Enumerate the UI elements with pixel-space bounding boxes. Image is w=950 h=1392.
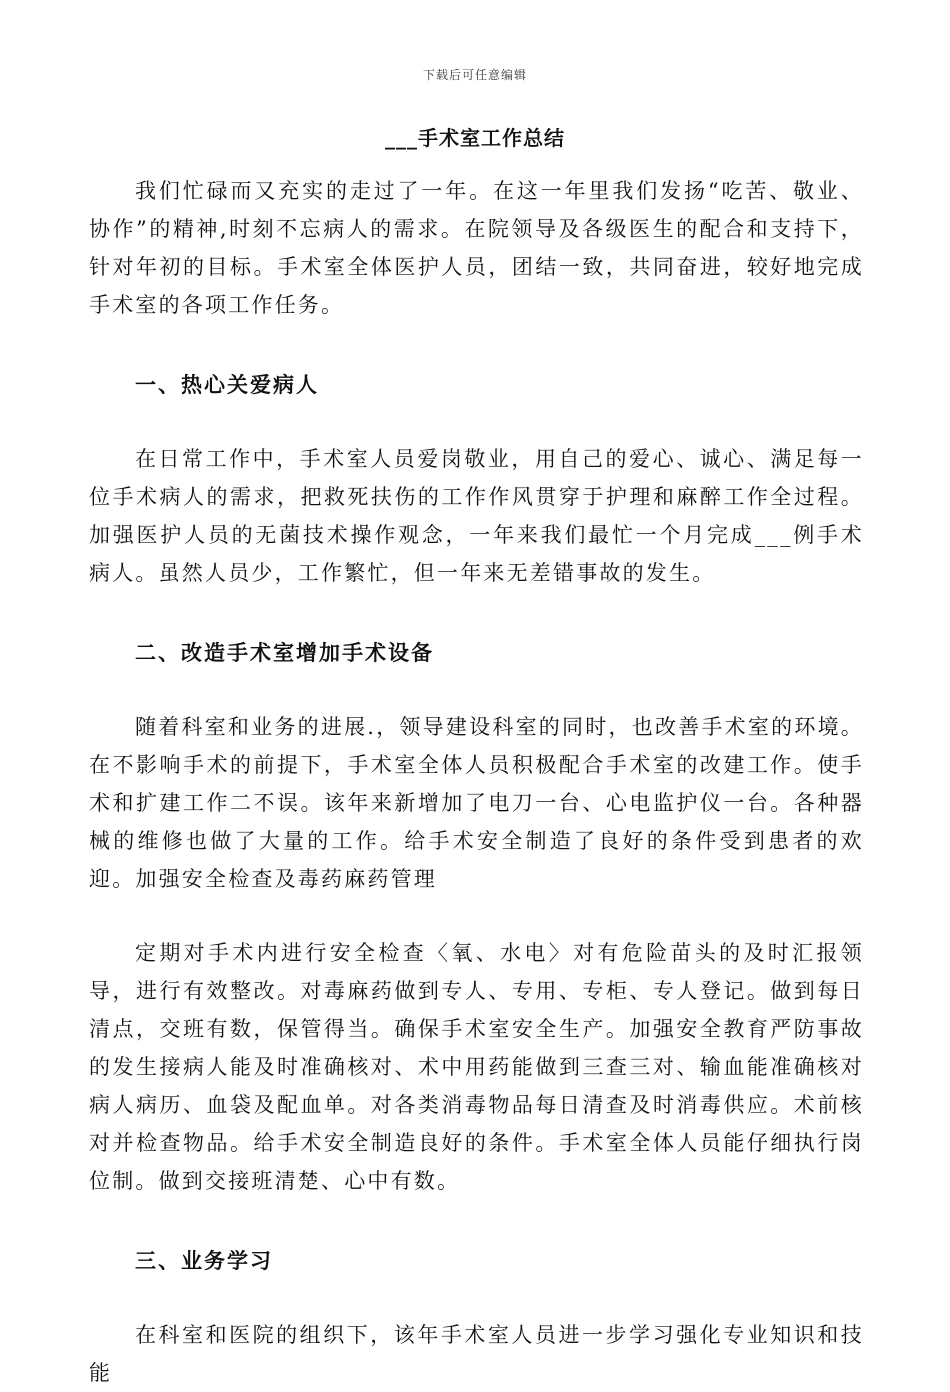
section-2-paragraph-1: 随着科室和业务的进展.，领导建设科室的同时，也改善手术室的环境。在不影响手术的前提下，手术室全体人员积极配合手术室的改建工作。使手术和扩建工作二不误。该年来新增加了电刀一台、心电监护仪一台。各种器械的维修也做了大量的工作。给手术安全制造了良好的条件受到患者的欢迎。加强安全检查及毒药麻药管理: [89, 715, 864, 891]
spacer: [89, 404, 864, 440]
section-2-paragraph-2: 定期对手术内进行安全检查〈氧、水电〉对有危险苗头的及时汇报领导，进行有效整改。对毒麻药做到专人、专用、专柜、专人登记。做到每日清点，交班有数，保管得当。确保手术室安全生产。加强安全教育严防事故的发生接病人能及时准确核对、术中用药能做到三查三对、输血能准确核对病人病历、血袋及配血单。对各类消毒物品每日清查及时消毒供应。术前核对并检查物品。给手术安全制造良好的条件。手术室全体人员能仔细执行岗位制。做到交接班清楚、心中有数。: [89, 941, 864, 1193]
spacer: [89, 1200, 864, 1242]
header-note: 下载后可任意编辑: [422, 68, 527, 82]
spacer: [89, 324, 864, 366]
section-heading-3: 三、业务学习: [135, 1248, 273, 1273]
spacer: [89, 672, 864, 708]
document-title: ___手术室工作总结: [385, 126, 565, 150]
document-body: [89, 172, 864, 1392]
section-3-paragraph-1: 在科室和医院的组织下，该年手术室人员进一步学习强化专业知识和技能: [89, 1323, 864, 1385]
section-1-paragraph-1: 在日常工作中，手术室人员爱岗敬业，用自己的爱心、诚心、满足每一位手术病人的需求，把救死扶伤的工作作风贯穿于护理和麻醉工作全过程。加强医护人员的无菌技术操作观念，一年来我们最忙一个月完成___例手术病人。虽然人员少，工作繁忙，但一年来无差错事故的发生。: [89, 447, 864, 585]
section-heading-2: 二、改造手术室增加手术设备: [135, 640, 434, 665]
spacer: [89, 898, 864, 934]
intro-paragraph: 我们忙碌而又充实的走过了一年。在这一年里我们发扬“吃苦、敬业、协作”的精神,时刻不忘病人的需求。在院领导及各级医生的配合和支持下，针对年初的目标。手术室全体医护人员，团结一致，共同奋进，较好地完成手术室的各项工作任务。: [89, 179, 864, 317]
spacer: [89, 592, 864, 634]
spacer: [89, 1280, 864, 1316]
section-heading-1: 一、热心关爱病人: [135, 372, 319, 397]
